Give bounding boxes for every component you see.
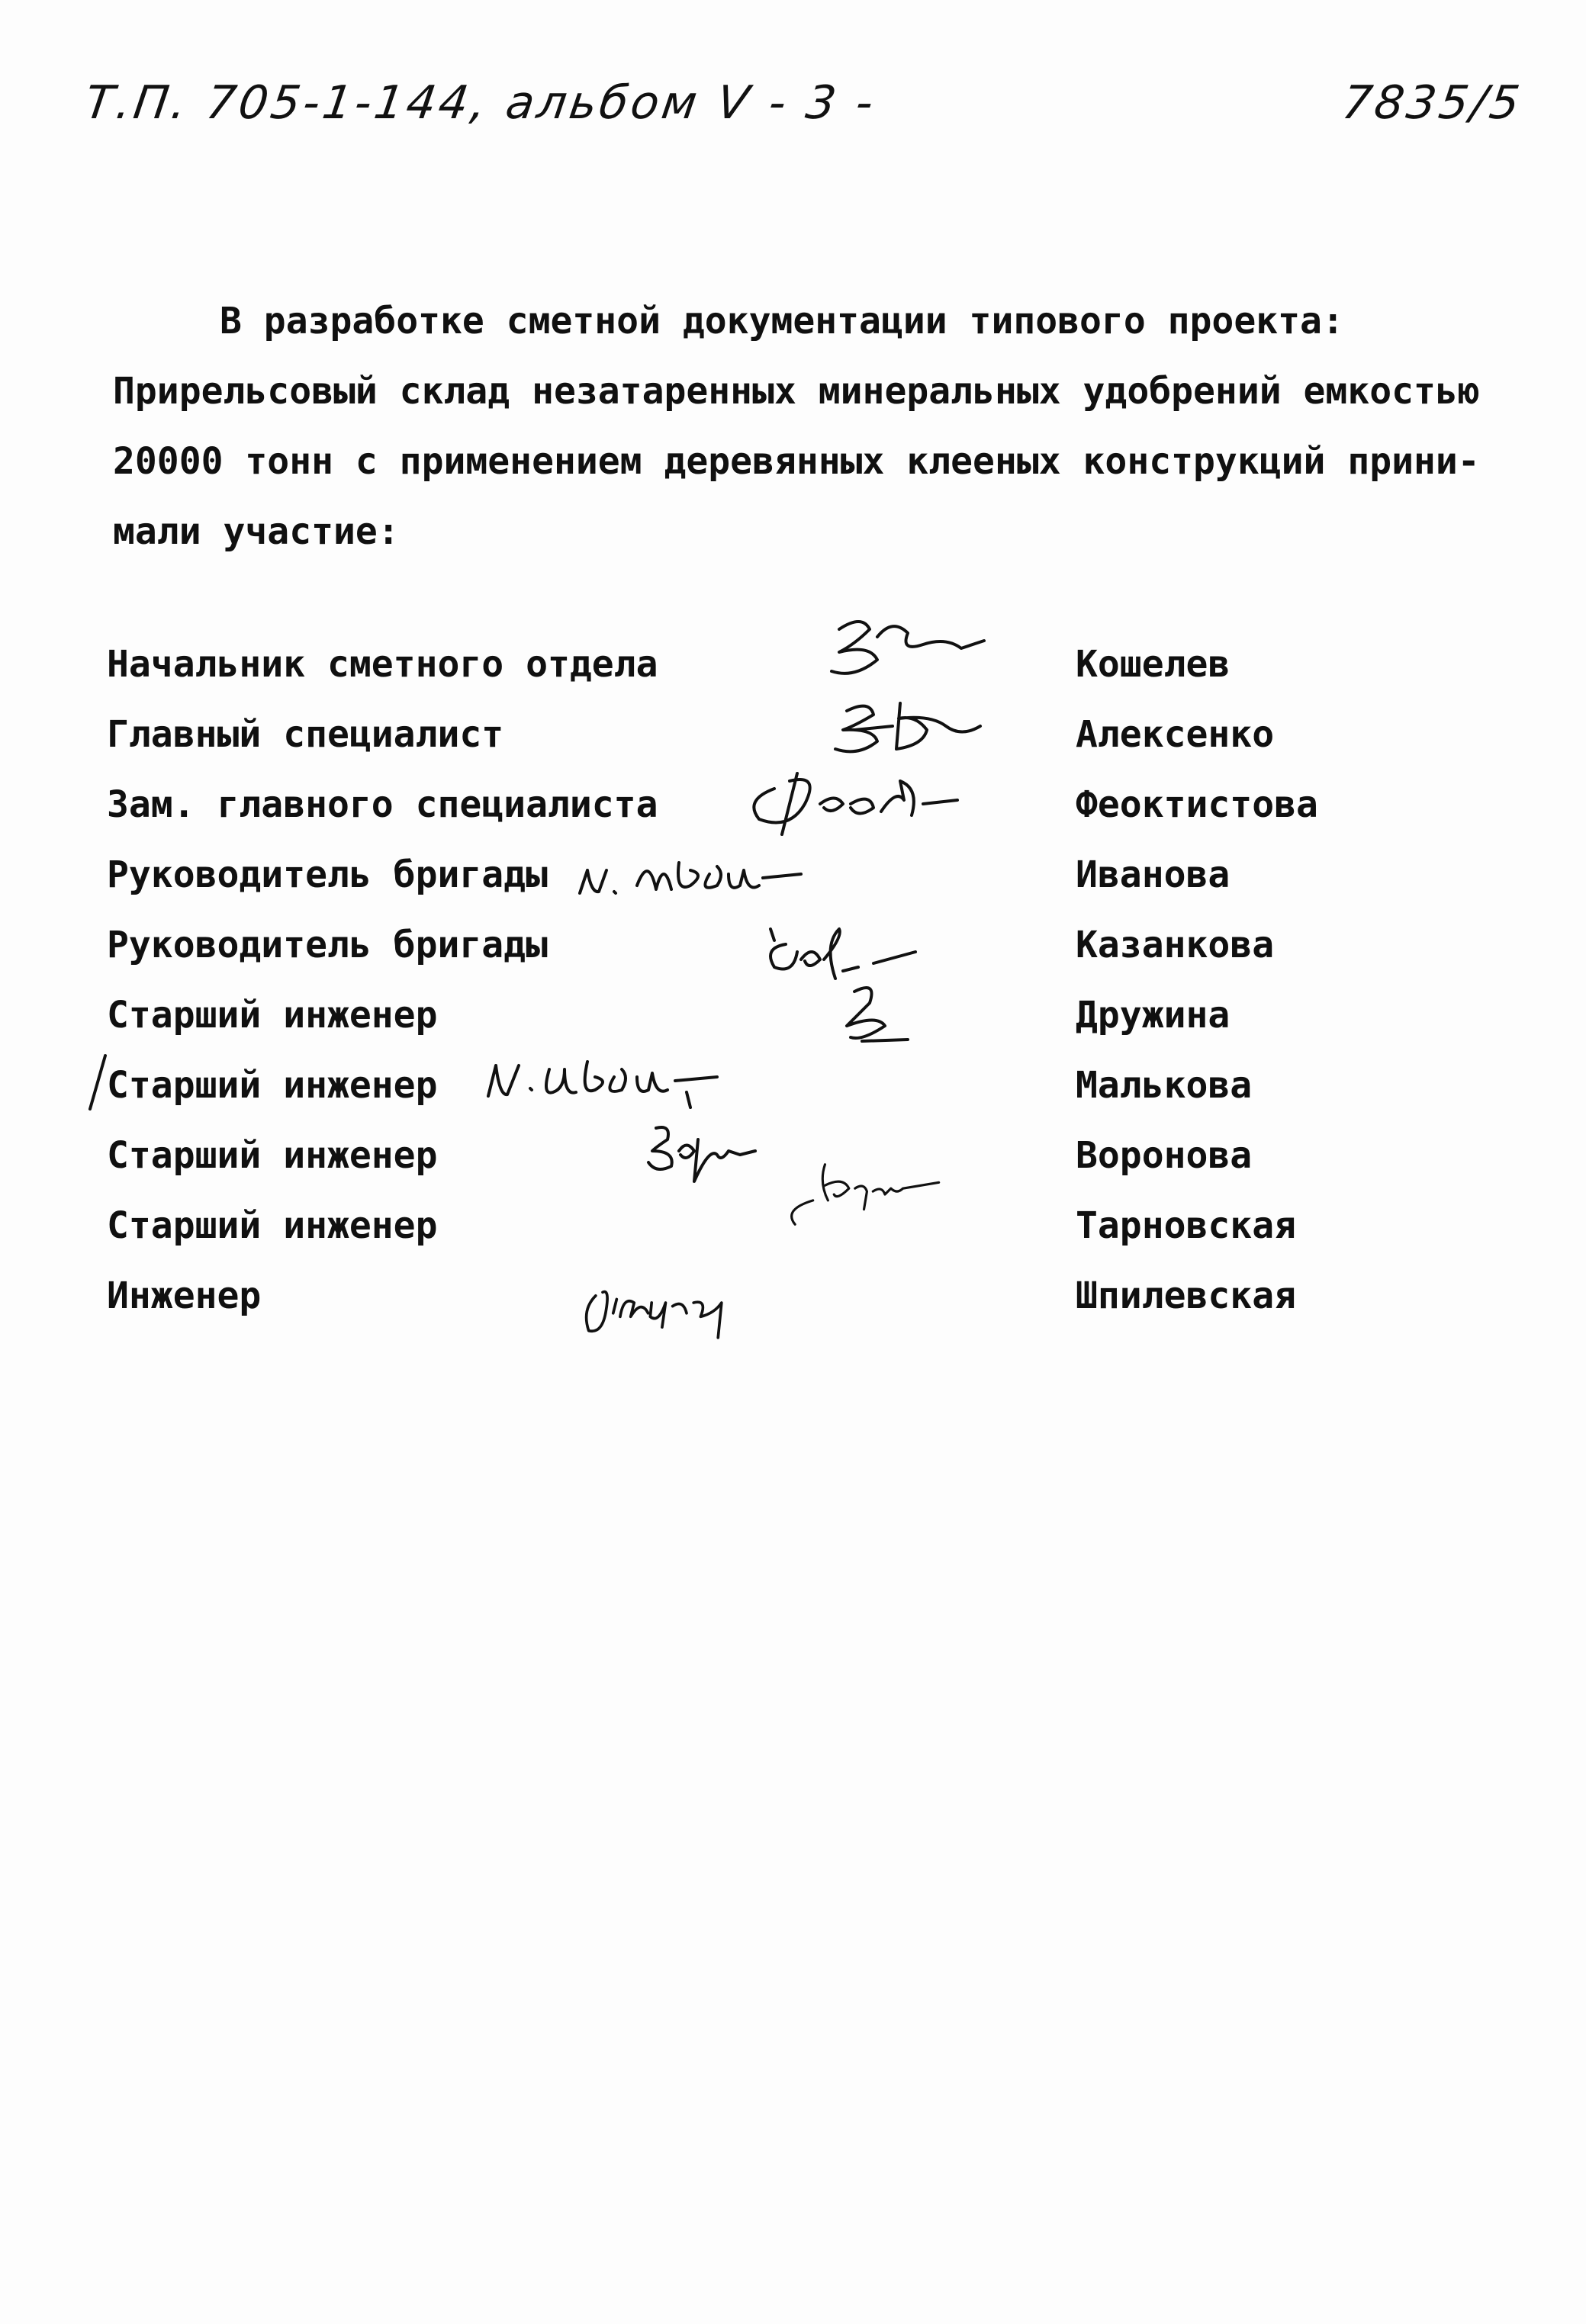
sheet-number: 7835/5 [1339, 76, 1526, 130]
staff-name: Тарновская [1076, 1204, 1296, 1247]
staff-name: Иванова [1076, 853, 1231, 896]
staff-name: Алексенко [1076, 713, 1275, 756]
staff-row [107, 840, 1480, 910]
signature-alek [801, 684, 1076, 768]
signature-ivan1 [565, 832, 908, 916]
intro-paragraph [113, 286, 1480, 567]
staff-position: Руководитель бригады [107, 924, 548, 966]
staff-position: Зам. главного специалиста [107, 783, 658, 826]
staff-row [107, 629, 1480, 699]
signature-kos [793, 606, 1068, 690]
signature-feok [729, 758, 1079, 842]
staff-row [107, 1261, 1480, 1331]
staff-position: Руководитель бригады [107, 853, 548, 896]
signature-ivan2 [458, 1035, 854, 1119]
staff-position: Старший инженер [107, 1134, 438, 1177]
intro-line: мали участие: [113, 510, 400, 553]
signature-tarn [709, 1152, 1060, 1236]
staff-row [107, 1191, 1480, 1261]
intro-line: Прирельсовый склад незатаренных минеральных удобрений емкостью [113, 370, 1480, 413]
document-code: Т.П. 705-1-144, альбом V - 3 - [82, 76, 880, 130]
staff-name: Шпилевская [1076, 1275, 1296, 1317]
staff-row [107, 770, 1480, 840]
staff-position: Старший инженер [107, 1204, 438, 1247]
staff-name: Казанкова [1076, 924, 1275, 966]
staff-name: Воронова [1076, 1134, 1253, 1177]
staff-name: Малькова [1076, 1064, 1253, 1107]
margin-slash-mark [85, 1053, 108, 1114]
staff-position: Старший инженер [107, 994, 438, 1037]
signature-shpil [534, 1261, 839, 1345]
intro-line: В разработке сметной документации типового проекта: [220, 300, 1344, 342]
staff-name: Кошелев [1076, 643, 1231, 686]
staff-name: Дружина [1076, 994, 1231, 1037]
intro-line: 20000 тонн с применением деревянных клееных конструкций прини- [113, 440, 1480, 483]
staff-position: Главный специалист [107, 713, 504, 756]
staff-position: Инженер [107, 1275, 262, 1317]
staff-position: Начальник сметного отдела [107, 643, 658, 686]
staff-name: Феоктистова [1076, 783, 1318, 826]
staff-position: Старший инженер [107, 1064, 438, 1107]
staff-list [107, 629, 1480, 1331]
staff-row [107, 910, 1480, 980]
